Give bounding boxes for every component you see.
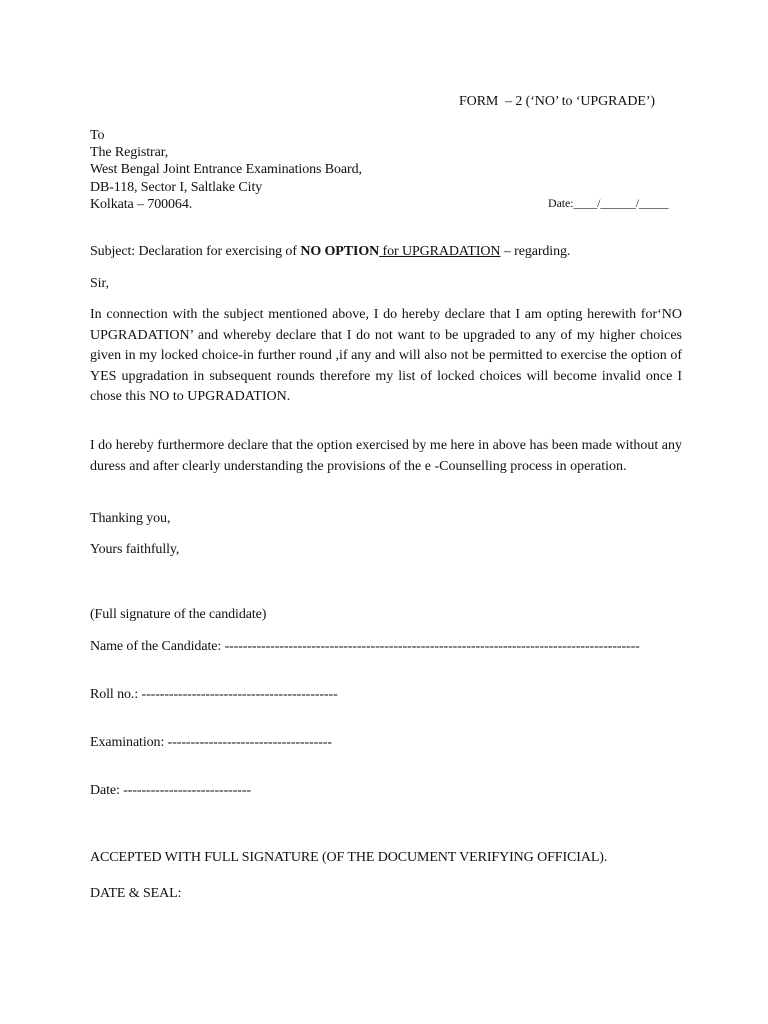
declaration-paragraph-1: In connection with the subject mentioned above, I do hereby declare that I am opting herewith for‘NO UPGRADATION’ and whereby declare that I do not want to be upgraded to any of my higher choices given in my locked choice-in further round ,if any and will also not be permitted to exercise the option of YES upgradation in subsequent rounds therefore my list of locked choices will become invalid once I chose this NO to UPGRADATION. (90, 307, 682, 404)
address-line-city: Kolkata – 700064. (90, 196, 193, 212)
roll-no-line: ------------------------------------------- (141, 687, 338, 702)
date-field (90, 782, 251, 799)
examination-label: Examination: (90, 735, 165, 750)
address-line-to: To (90, 128, 105, 143)
accepted-statement: ACCEPTED WITH FULL SIGNATURE (OF THE DOCUMENT VERIFYING OFFICIAL). (90, 850, 608, 865)
subject-prefix: Subject: Declaration for exercising of (90, 244, 301, 259)
candidate-name-line: ------------------------------------------------------------------------------------------- (224, 639, 640, 654)
recipient-address (90, 127, 362, 213)
date-and-seal-label: DATE & SEAL: (90, 886, 182, 901)
declaration-paragraph-2: I do hereby furthermore declare that the option exercised by me here in above has been made without any duress and after clearly understanding the provisions of the e -Counselling process in operation. (90, 438, 682, 474)
subject-line (90, 243, 570, 260)
date-field-top: Date:____/______/_____ (548, 196, 669, 210)
candidate-name-label: Name of the Candidate: (90, 639, 222, 654)
subject-bold: NO OPTION (300, 244, 380, 259)
subject-suffix: – regarding. (500, 244, 571, 259)
salutation: Sir, (90, 276, 109, 291)
examination-line: ------------------------------------ (167, 735, 332, 750)
closing-thanks: Thanking you, (90, 511, 171, 526)
date-line: ---------------------------- (123, 783, 251, 798)
roll-no-field (90, 686, 338, 703)
address-line-board: West Bengal Joint Entrance Examinations Board, (90, 162, 362, 178)
full-signature-label: (Full signature of the candidate) (90, 607, 267, 622)
candidate-name-field (90, 638, 640, 655)
address-line-street: DB-118, Sector I, Saltlake City (90, 179, 263, 195)
closing-yours: Yours faithfully, (90, 542, 180, 557)
roll-no-label: Roll no.: (90, 687, 139, 702)
examination-field (90, 734, 332, 751)
subject-underlined: for UPGRADATION (379, 244, 501, 259)
form-title: FORM – 2 (‘NO’ to ‘UPGRADE’) (459, 94, 655, 109)
date-label: Date: (90, 783, 120, 798)
address-line-registrar: The Registrar, (90, 145, 169, 161)
